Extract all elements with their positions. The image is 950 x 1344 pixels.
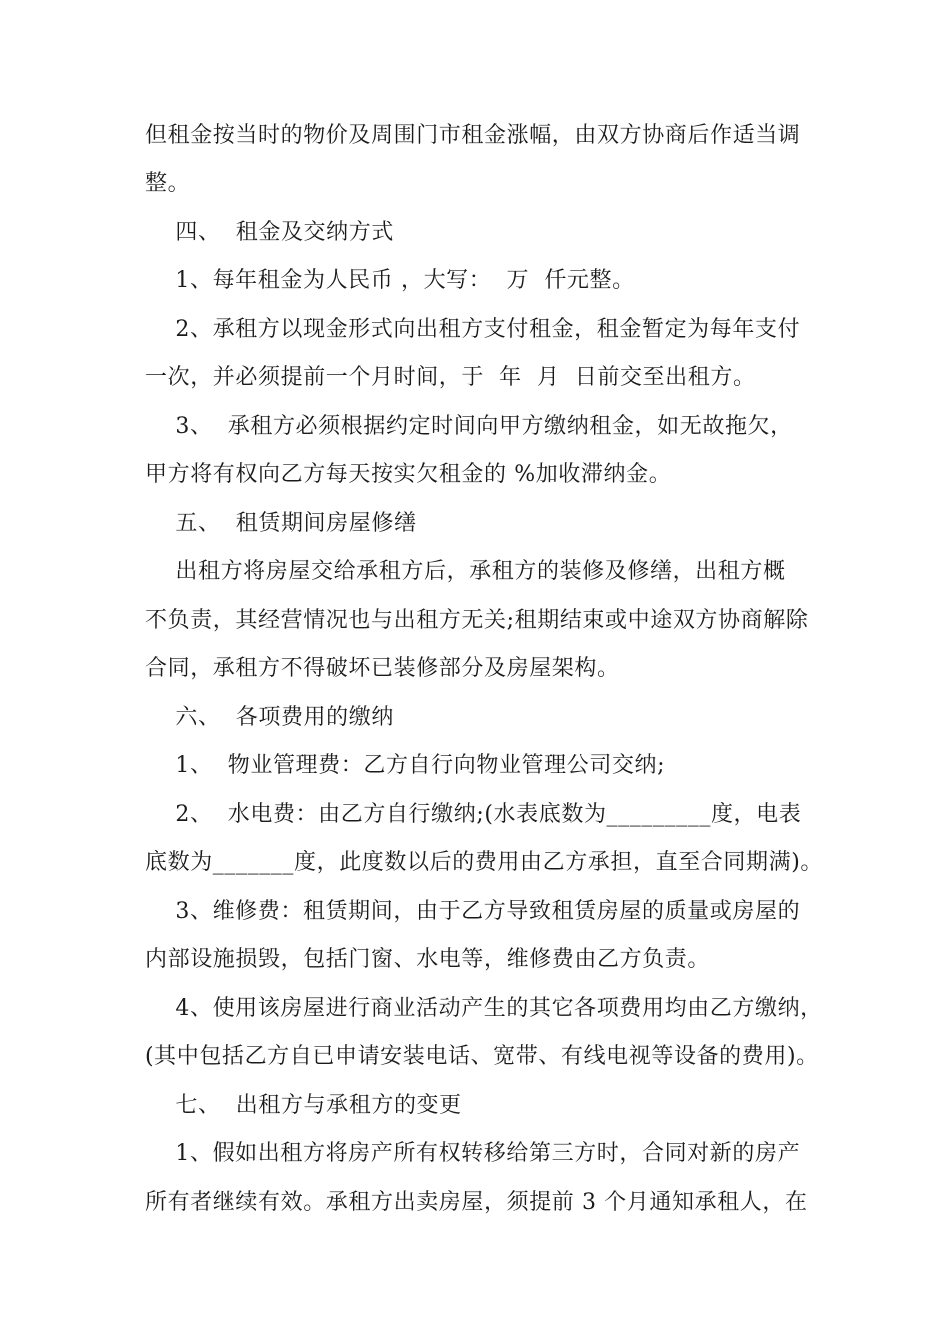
section-heading-5: 五、 租赁期间房屋修缮 bbox=[145, 511, 417, 536]
paragraph-line: 出租方将房屋交给承租方后，承租方的装修及修缮，出租方概 bbox=[145, 559, 786, 584]
paragraph-line: 2、 水电费：由乙方自行缴纳;(水表底数为_________度，电表 bbox=[145, 802, 802, 827]
paragraph-line: 内部设施损毁，包括门窗、水电等，维修费由乙方负责。 bbox=[145, 947, 711, 972]
paragraph-line: 4、使用该房屋进行商业活动产生的其它各项费用均由乙方缴纳， bbox=[145, 996, 823, 1021]
paragraph-line: 3、 承租方必须根据约定时间向甲方缴纳租金，如无故拖欠， bbox=[145, 414, 793, 439]
section-heading-4: 四、 租金及交纳方式 bbox=[145, 220, 394, 245]
paragraph-line: (其中包括乙方自已申请安装电话、宽带、有线电视等设备的费用)。 bbox=[145, 1044, 819, 1069]
paragraph-line: 底数为_______度，此度数以后的费用由乙方承担，直至合同期满)。 bbox=[145, 850, 823, 875]
paragraph-line: 2、承租方以现金形式向出租方支付租金，租金暂定为每年支付 bbox=[145, 317, 801, 342]
paragraph-line: 1、 物业管理费：乙方自行向物业管理公司交纳; bbox=[145, 753, 666, 778]
paragraph-line: 所有者继续有效。承租方出卖房屋，须提前 3 个月通知承租人，在 bbox=[145, 1190, 808, 1215]
paragraph-line: 整。 bbox=[145, 171, 191, 196]
paragraph-line: 但租金按当时的物价及周围门市租金涨幅，由双方协商后作适当调 bbox=[145, 123, 801, 148]
section-heading-7: 七、 出租方与承租方的变更 bbox=[145, 1093, 462, 1118]
paragraph-line: 一次，并必须提前一个月时间，于 年 月 日前交至出租方。 bbox=[145, 365, 756, 390]
paragraph-line: 不负责，其经营情况也与出租方无关;租期结束或中途双方协商解除 bbox=[145, 608, 809, 633]
paragraph-line: 1、每年租金为人民币 ，大写： 万 仟元整。 bbox=[145, 268, 635, 293]
paragraph-line: 甲方将有权向乙方每天按实欠租金的 %加收滞纳金。 bbox=[145, 462, 672, 487]
paragraph-line: 1、假如出租方将房产所有权转移给第三方时，合同对新的房产 bbox=[145, 1141, 801, 1166]
section-heading-6: 六、 各项费用的缴纳 bbox=[145, 705, 394, 730]
paragraph-line: 3、维修费：租赁期间，由于乙方导致租赁房屋的质量或房屋的 bbox=[145, 899, 801, 924]
paragraph-line: 合同，承租方不得破坏已装修部分及房屋架构。 bbox=[145, 656, 620, 681]
